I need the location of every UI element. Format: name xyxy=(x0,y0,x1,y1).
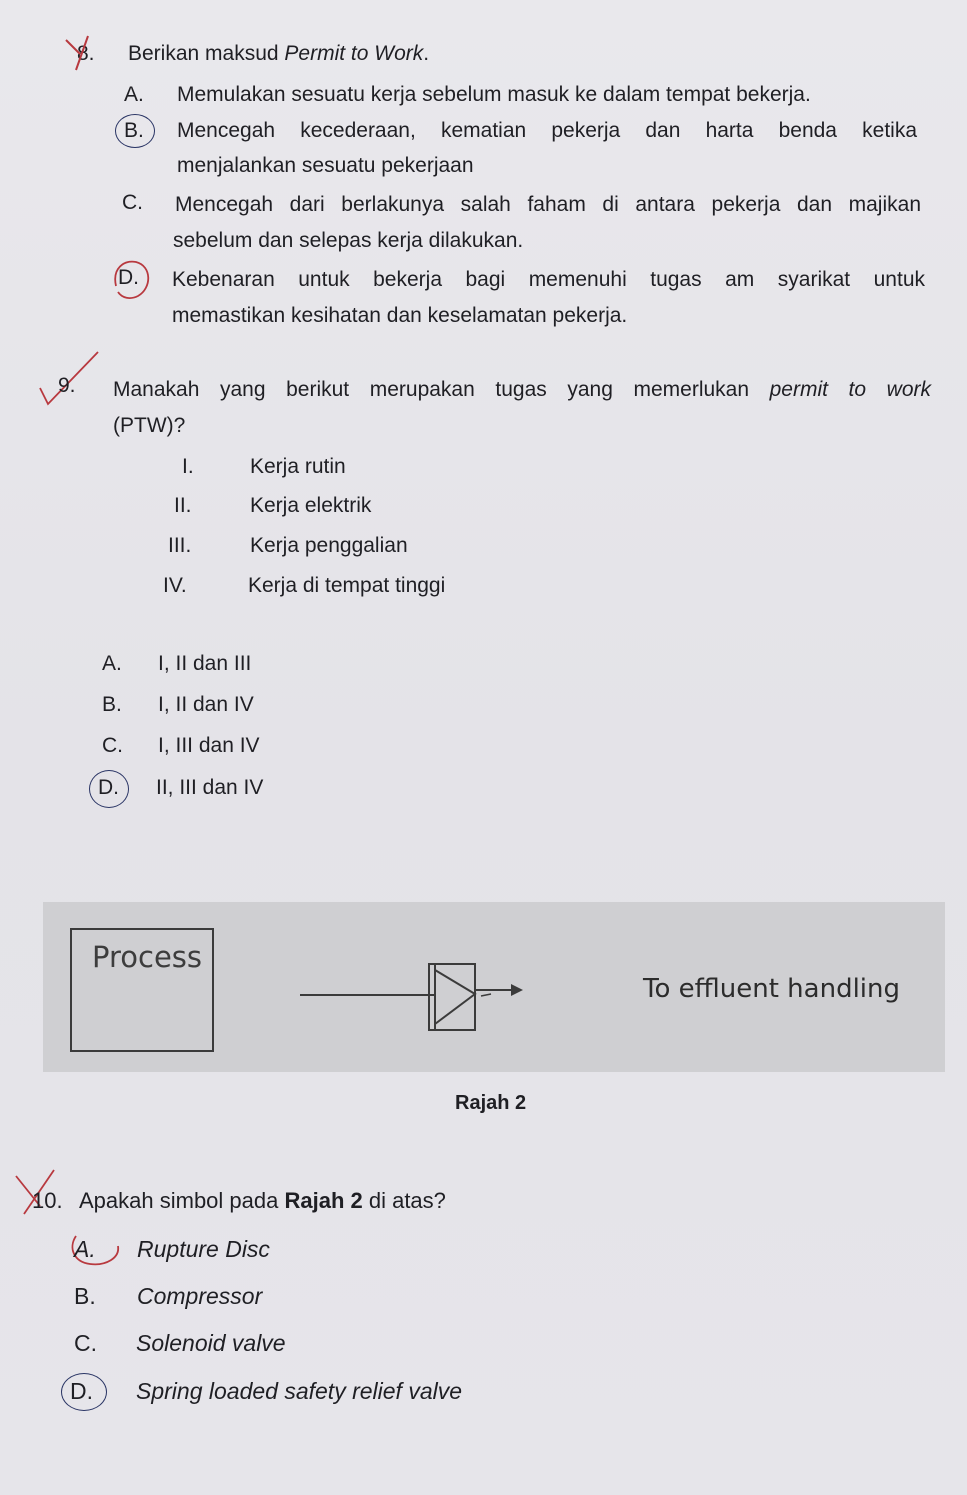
option-text: Mencegah dari berlakunya salah faham di antara pekerja dan majikan xyxy=(175,193,921,216)
question-stem: Berikan maksud Permit to Work. xyxy=(128,42,430,65)
option-letter: A. xyxy=(124,83,144,106)
option-letter: B. xyxy=(124,119,144,142)
question-number: 10. xyxy=(32,1188,63,1213)
question-number: 8. xyxy=(77,42,95,65)
red-pen-strike-mark xyxy=(62,34,96,74)
process-label: Process xyxy=(92,940,203,974)
outlet-label: To effluent handling xyxy=(643,974,901,1004)
question-stem: Manakah yang berikut merupakan tugas yang memerlukan permit to work xyxy=(113,378,932,401)
statement-text: Kerja elektrik xyxy=(250,494,372,517)
option-letter: B. xyxy=(102,693,122,716)
option-text: Memulakan sesuatu kerja sebelum masuk ke dalam tempat bekerja. xyxy=(177,83,811,106)
option-text: II, III dan IV xyxy=(156,776,264,799)
statement-number: IV. xyxy=(163,574,187,597)
option-letter: A. xyxy=(102,652,122,675)
option-text: Compressor xyxy=(137,1283,263,1309)
option-text-continued: memastikan kesihatan dan keselamatan pekerja. xyxy=(172,304,628,327)
question-number: 9. xyxy=(58,374,76,397)
statement-text: Kerja di tempat tinggi xyxy=(248,574,446,597)
statement-text: Kerja penggalian xyxy=(250,534,408,557)
option-text-continued: sebelum dan selepas kerja dilakukan. xyxy=(173,229,524,252)
option-letter: B. xyxy=(74,1283,96,1309)
option-letter: A. xyxy=(74,1236,96,1262)
option-letter: C. xyxy=(74,1330,97,1356)
option-text: Solenoid valve xyxy=(136,1330,286,1356)
option-text: Mencegah kecederaan, kematian pekerja dan harta benda ketika xyxy=(177,119,917,142)
statement-text: Kerja rutin xyxy=(250,455,346,478)
option-letter: C. xyxy=(102,734,123,757)
statement-number: III. xyxy=(168,534,192,557)
option-text: I, II dan III xyxy=(158,652,252,675)
question-stem: Apakah simbol pada Rajah 2 di atas? xyxy=(79,1188,446,1213)
option-text: Rupture Disc xyxy=(137,1236,270,1262)
option-text: I, III dan IV xyxy=(158,734,260,757)
option-text: Kebenaran untuk bekerja bagi memenuhi tugas am syarikat untuk xyxy=(172,268,925,291)
option-letter: C. xyxy=(122,191,143,214)
option-text-continued: menjalankan sesuatu pekerjaan xyxy=(177,154,474,177)
diagram-rajah-2 xyxy=(43,902,945,1072)
option-letter: D. xyxy=(98,776,119,799)
statement-number: II. xyxy=(174,494,192,517)
option-letter: D. xyxy=(70,1378,93,1404)
option-text: I, II dan IV xyxy=(158,693,254,716)
figure-caption: Rajah 2 xyxy=(455,1092,527,1114)
option-text: Spring loaded safety relief valve xyxy=(136,1378,463,1404)
question-stem-continued: (PTW)? xyxy=(113,414,186,437)
statement-number: I. xyxy=(182,455,194,478)
option-letter: D. xyxy=(118,266,139,289)
